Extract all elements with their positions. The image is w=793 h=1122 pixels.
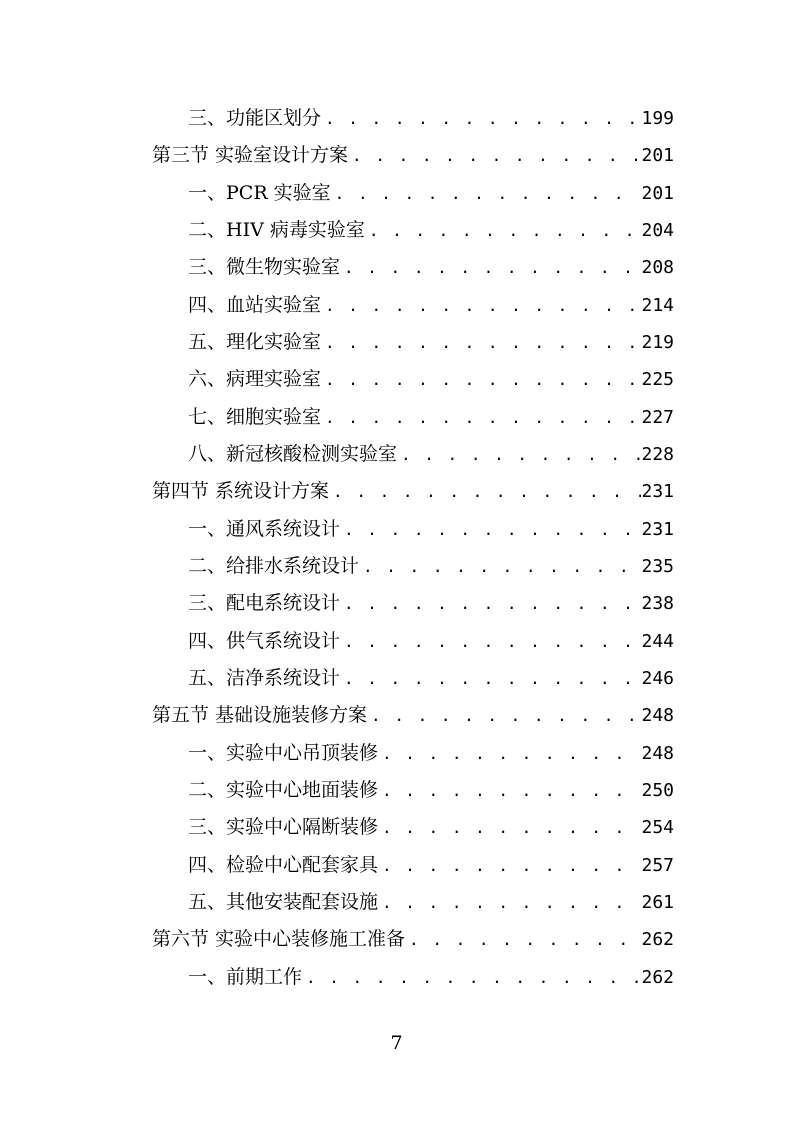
toc-leader-dots: [340, 585, 641, 622]
toc-leader-dots: [340, 249, 641, 286]
toc-entry-page: 231: [641, 481, 674, 502]
toc-leader-dots: [340, 660, 641, 697]
toc-entry[interactable]: [188, 548, 674, 585]
toc-entry-page: 231: [641, 519, 674, 540]
toc-leader-dots: [367, 697, 641, 734]
toc-entry-page: 214: [641, 295, 674, 316]
toc-entry-page: 261: [641, 892, 674, 913]
toc-leader-dots: [378, 735, 641, 772]
toc-entry[interactable]: [188, 324, 674, 361]
toc-entry-label: 一、实验中心吊顶装修: [188, 742, 379, 764]
toc-leader-dots: [321, 287, 641, 324]
toc-entry-label: 三、微生物实验室: [188, 256, 341, 278]
toc-leader-dots: [340, 511, 641, 548]
toc-entry-label: 四、供气系统设计: [188, 630, 341, 652]
toc-entry[interactable]: [152, 137, 674, 174]
toc-entry[interactable]: [188, 399, 674, 436]
toc-entry-label: 六、病理实验室: [188, 368, 322, 390]
toc-entry-page: 248: [641, 705, 674, 726]
toc-entry[interactable]: [188, 436, 674, 473]
toc-leader-dots: [359, 548, 641, 585]
toc-entry[interactable]: [188, 809, 674, 846]
toc-leader-dots: [378, 772, 641, 809]
toc-entry-page: 246: [641, 668, 674, 689]
toc-entry-label: 七、细胞实验室: [188, 406, 322, 428]
toc-leader-dots: [378, 884, 641, 921]
toc-entry-label: 第六节 实验中心装修施工准备: [152, 928, 406, 950]
toc-entry-page: 248: [641, 743, 674, 764]
toc-entry-page: 208: [641, 257, 674, 278]
toc-entry[interactable]: [152, 473, 674, 510]
toc-entry-page: 238: [641, 593, 674, 614]
toc-leader-dots: [321, 361, 641, 398]
toc-entry-label: 二、给排水系统设计: [188, 555, 360, 577]
toc-entry-label: 一、前期工作: [188, 966, 303, 988]
toc-leader-dots: [378, 809, 641, 846]
toc-entry[interactable]: [188, 511, 674, 548]
toc-entry-label: 第四节 系统设计方案: [152, 480, 330, 502]
toc-entry-page: 244: [641, 631, 674, 652]
toc-entry-page: 235: [641, 556, 674, 577]
toc-entry-label: 八、新冠核酸检测实验室: [188, 443, 398, 465]
toc-entry-page: 219: [641, 332, 674, 353]
toc-entry-label: 四、检验中心配套家具: [188, 854, 379, 876]
toc-entry-page: 228: [641, 444, 674, 465]
toc-entry[interactable]: [188, 175, 674, 212]
toc-entry[interactable]: [188, 287, 674, 324]
toc-entry-page: 262: [641, 967, 674, 988]
toc-entry-page: 204: [641, 220, 674, 241]
toc-leader-dots: [340, 623, 641, 660]
toc-leader-dots: [378, 847, 641, 884]
toc-entry-label: 二、HIV 病毒实验室: [188, 219, 365, 241]
toc-entry[interactable]: [188, 959, 674, 996]
page-number: 7: [390, 1032, 403, 1054]
toc-leader-dots: [321, 100, 641, 137]
toc-entry[interactable]: [188, 660, 674, 697]
toc-entry-page: 225: [641, 369, 674, 390]
toc-entry[interactable]: [188, 847, 674, 884]
toc-entry[interactable]: [188, 772, 674, 809]
toc-leader-dots: [302, 959, 641, 996]
toc-entry-label: 三、功能区划分: [188, 107, 322, 129]
toc-entry-label: 二、实验中心地面装修: [188, 779, 379, 801]
toc-entry[interactable]: [188, 623, 674, 660]
toc-entry-label: 五、理化实验室: [188, 331, 322, 353]
toc-entry-label: 第三节 实验室设计方案: [152, 144, 349, 166]
toc-entry-page: 262: [641, 929, 674, 950]
toc-entry[interactable]: [188, 100, 674, 137]
toc-leader-dots: [397, 436, 641, 473]
toc-entry[interactable]: [188, 585, 674, 622]
toc-entry[interactable]: [188, 884, 674, 921]
toc-entry[interactable]: [188, 212, 674, 249]
toc-leader-dots: [331, 175, 642, 212]
toc-entry-page: 254: [641, 817, 674, 838]
toc-leader-dots: [348, 137, 641, 174]
toc-entry-page: 201: [641, 183, 674, 204]
toc-leader-dots: [321, 324, 641, 361]
toc-entry[interactable]: [188, 361, 674, 398]
toc-entry-label: 三、实验中心隔断装修: [188, 816, 379, 838]
toc-entry-label: 一、PCR 实验室: [188, 182, 331, 204]
toc-entry-label: 第五节 基础设施装修方案: [152, 704, 368, 726]
toc-leader-dots: [329, 473, 641, 510]
toc-entry-label: 四、血站实验室: [188, 294, 322, 316]
toc-entry-page: 201: [641, 145, 674, 166]
toc-leader-dots: [365, 212, 642, 249]
toc-entry[interactable]: [152, 697, 674, 734]
toc-entry-page: 250: [641, 780, 674, 801]
toc-entry-label: 五、洁净系统设计: [188, 667, 341, 689]
toc-entry-page: 199: [641, 108, 674, 129]
toc-entry-page: 257: [641, 855, 674, 876]
toc-entry[interactable]: [152, 921, 674, 958]
toc-entry[interactable]: [188, 249, 674, 286]
toc-entry-label: 一、通风系统设计: [188, 518, 341, 540]
toc-entry-label: 三、配电系统设计: [188, 592, 341, 614]
toc-leader-dots: [321, 399, 641, 436]
toc-entry-label: 五、其他安装配套设施: [188, 891, 379, 913]
toc-entry-page: 227: [641, 407, 674, 428]
toc-leader-dots: [405, 921, 641, 958]
toc-entry[interactable]: [188, 735, 674, 772]
